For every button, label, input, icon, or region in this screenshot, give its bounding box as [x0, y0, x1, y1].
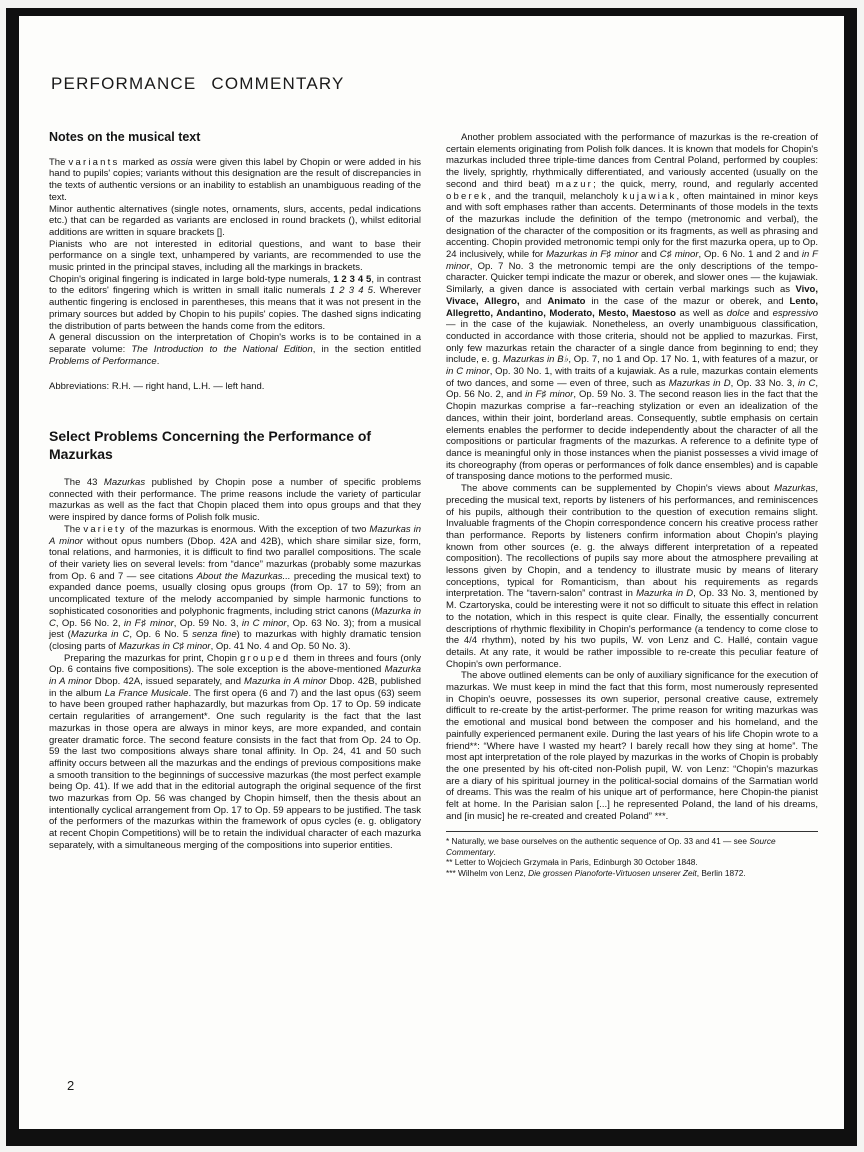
paragraph: The variants marked as ossia were given this label by Chopin or were added in his hand to pupils' copies; variants without this designation are the result of discrepancies in the texts of authentic versions or an inability to establish an unambiguous reading of the text.	[49, 156, 421, 203]
paragraph: Preparing the mazurkas for print, Chopin grouped them in threes and fours (only Op. 6 contains five compositions). The sole exception is the above-mentioned Mazurka in A minor Dbop. 42A, issued separately, and Mazurka in A minor Dbop. 42B, published in the album La France Musicale. The first opera (6 and 7) and the last opus (63) seem to have been grouped rather haphazardly, but mazurkas from Op. 17 to Op. 59 indicate certain regularities of arrangement*. One such regularity is the fact that the last mazurkas in those opera are always in minor keys, are more expanded, and contain greater dramatic force. The second feature consists in the fact that from Op. 24 to Op. 59 the last two compositions always share tonal affinity. In Op. 24, 41 and 50 such affinity occurs between all the mazurkas and the endings of previous compositions make a smooth transition to the beginnings of successive mazurkas (the most perfect example being Op. 41). If we add that in the editorial autograph the original sequence of the first two mazurkas from Op. 56 was changed by Chopin himself, then the thesis about an intentionally cyclical arrangement from Op. 17 to Op. 59 appears to be justified. The task of the performers of the mazurkas within the framework of opus cycles (e. g. obligatory at recent Chopin Competitions) will be to retain the individual character of each mazurka separately, with a simultaneous merging of the compositions into superior entities.	[49, 652, 422, 851]
page-title: PERFORMANCE COMMENTARY	[51, 74, 345, 93]
paragraph: The 43 Mazurkas published by Chopin pose a number of specific problems connected with their performance. The prime reasons include the variety of particular mazurkas as well as the fact that Chopin placed them into opus groups and that they were inspired by dance forms of Polish folk music.	[49, 477, 421, 524]
paragraph: Another problem associated with the performance of mazurkas is the re-creation of certain elements originating from Polish folk dances. It is known that models for Chopin's mazurkas included three triple-time dances from Central Poland, performed by couples: the lively, sprightly, rhythmically differentiated, and variously accented (usually on the second and third beat) mazur; the quick, merry, round, and regularly accented oberek, and the tranquil, melancholy kujawiak, often maintained in minor keys and with soft emphases rather than accents. Determinants of those models in the texts of the mazurkas include the definition of the tempo (metronomic and verbal), the designation of the character of the composition or its fragments, as well as phrasing and accenting. Chopin provided metronomic tempi only for the first mazurka opera, up to Op. 24 inclusively, while for Mazurkas in F♯ minor and C♯ minor, Op. 6 No. 1 and 2 and in F minor, Op. 7 No. 3 the metronomic tempi are the only descriptions of the tempo-character. Quicker tempi indicate the mazur or oberek, and slower ones — the kujawiak. Similarly, a given dance is associated with certain verbal markings such as Vivo, Vivace, Allegro, and Animato in the case of the mazur or oberek, and Lento, Allegretto, Andantino, Moderato, Mesto, Maestoso as well as dolce and espressivo — in the case of the kujawiak. Nonetheless, an overly unambiguous classification, conducted in accordance with those criteria, should not be applied to mazurkas. First, only few mazurkas retain the character of a single dance from beginning to end; they include, e. g. Mazurkas in B♭, Op. 7, no 1 and Op. 17 No. 1, with features of a mazur, or in C minor, Op. 30 No. 1, with traits of a kujawiak. As a rule, mazurkas contain elements of two dances, and some — even of three, such as Mazurkas in D, Op. 33 No. 3, in C, Op. 56 No. 2, and in F♯ minor, Op. 59 No. 3. The second reason lies in the fact that the Chopin mazurkas comprise a far--reaching stylization or even an idealization of the dances, within their joint, borderland areas. Consequently, subtle emphasis on certain elements enables the performer to decide independently about the character of all the compositions or particular fragments of the mazurkas. A reference to a definite type of dance is meaningful only in those instances when the pianist possesses a vivid image of its choreography (from operas or performances of folk dance ensembles) and is capable of transposing dance motions to the performed music.	[446, 132, 819, 483]
section-heading-mazurkas: Select Problems Concerning the Performance of Mazurkas	[49, 428, 372, 463]
paragraph: A general discussion on the interpretation of Chopin's works is to be contained in a separate volume: The Introduction to the National Edition, in the section entitled Problems of Performance.	[49, 332, 421, 367]
document-page	[19, 16, 844, 1129]
section-heading-notes: Notes on the musical text	[49, 130, 201, 144]
left-column	[49, 132, 421, 878]
right-column	[446, 132, 818, 878]
page-number: 2	[67, 1078, 75, 1093]
paragraph: The above comments can be supplemented by Chopin's views about Mazurkas, preceding the musical text, reports by listeners of his performances, and reminiscences of his pupils, although their contribution to the question of execution remains slight. Invaluable fragments of the Chopin correspondence concern his creative process rather than performance. Reports by listeners confirm information about Chopin's playing known from other sources (e. g. the always different interpretation of a repeated composition). The recollections of pupils say more about the atmosphere prevailing at lessons given by Chopin, and a tendency to illustrate music by means of literary conceptions, typical for Romanticism, than about his requirements as regards interpretation. The “tavern-salon” contrast in Mazurka in D, Op. 33 No. 3, mentioned by M. Czartoryska, could be interesting were it not so difficult to situate this effect in relation to the notation, which in this respect is quite clear. Finally, the essentially concurrent descriptions of rhythmic flexibility in Chopin's performance (a tendency to come close to the 4/4 rhythm), noted by his two pupils, W. von Lenz and C. Hallé, contain vague details. At any rate, it would be rather impossible to re-create this peculiar feature of Chopin's own performance.	[446, 483, 818, 670]
paragraph: The above outlined elements can be only of auxiliary significance for the execution of mazurkas. We must keep in mind the fact that this form, most numerously represented in Chopin's oeuvre, possesses its own superior, personal creative cause, extremely difficult to re-create by the artist-performer. The prime reason for writing mazurkas was the emotional and musical bond between the composer and his homeland, and the painfully experienced permanent exile. During the last years of his life Chopin wrote to a friend**: “Where have I wasted my heart? I barely recall how they sing at home”. The most apt interpretation of the role played by mazurkas in the works of Chopin is probably the one presented by his oft-cited non-Polish pupil, W. von Lenz: “Chopin's mazurkas are a diary of his spiritual journey in the political-social domains of the Sarmatian world of dreams. This was the realm of his unique art of performance, here Chopin-the pianist felt at home. In the Parisian salon [...] he represented Poland, the land of his dreams, and [in music] he re-created and created Poland” ***.	[446, 670, 818, 822]
footnote: *** Wilhelm von Lenz, Die grossen Pianoforte-Virtuosen unserer Zeit, Berlin 1872.	[446, 867, 746, 878]
footnotes	[446, 831, 818, 878]
scanned-page-frame	[6, 8, 857, 1146]
paragraph: Minor authentic alternatives (single notes, ornaments, slurs, accents, pedal indications etc.) that can be regarded as variants are enclosed in round brackets (), whilst editorial additions are written in square brackets [].	[49, 203, 421, 238]
abbreviations-note: Abbreviations: R.H. — right hand, L.H. — left hand.	[49, 381, 265, 393]
footnote: ** Letter to Wojciech Grzymała in Paris, Edinburgh 30 October 1848.	[446, 857, 698, 868]
paragraph: The variety of the mazurkas is enormous. With the exception of two Mazurkas in A minor without opus numbers (Dbop. 42A and 42B), which share similar size, form, tonal relations, and harmonies, it is difficult to find two parallel compositions. The scale of their variety lies on several levels: from “dance” mazurkas (probably some mazurkas from Op. 6 and 7 — see citations About the Mazurkas... preceding the musical text) to expanded dance poems, usually closing opus groups (from Op. 17 to 59); from an uncomplicated texture of the melody accompanied by simple harmonic functions to sophisticated cosonorities and polyphonic fragments, including strict canons (Mazurka in C, Op. 56 No. 2, in F♯ minor, Op. 59 No. 3, in C minor, Op. 63 No. 3); from a musical jest (Mazurka in C, Op. 6 No. 5 senza fine) to mazurkas with highly dramatic tension (closing parts of Mazurkas in C♯ minor, Op. 41 No. 4 and Op. 50 No. 3).	[49, 523, 422, 652]
paragraph: Pianists who are not interested in editorial questions, and want to base their performance on a single text, unhampered by variants, are recommended to use the music printed in the principal staves, including all the markings in brackets.	[49, 238, 421, 274]
footnote: * Naturally, we base ourselves on the authentic sequence of Op. 33 and 41 — see Source Commentary.	[446, 836, 776, 857]
two-column-layout	[49, 132, 818, 878]
paragraph: Chopin's original fingering is indicated in large bold-type numerals, 1 2 3 4 5, in contrast to the editors' fingering which is written in small italic numerals 1 2 3 4 5. Wherever authentic fingering is enclosed in parentheses, this means that it was not present in the primary sources but added by Chopin to his pupils' copies. The dashed signs indicating the distribution of parts between the hands come from the editors.	[49, 273, 421, 332]
